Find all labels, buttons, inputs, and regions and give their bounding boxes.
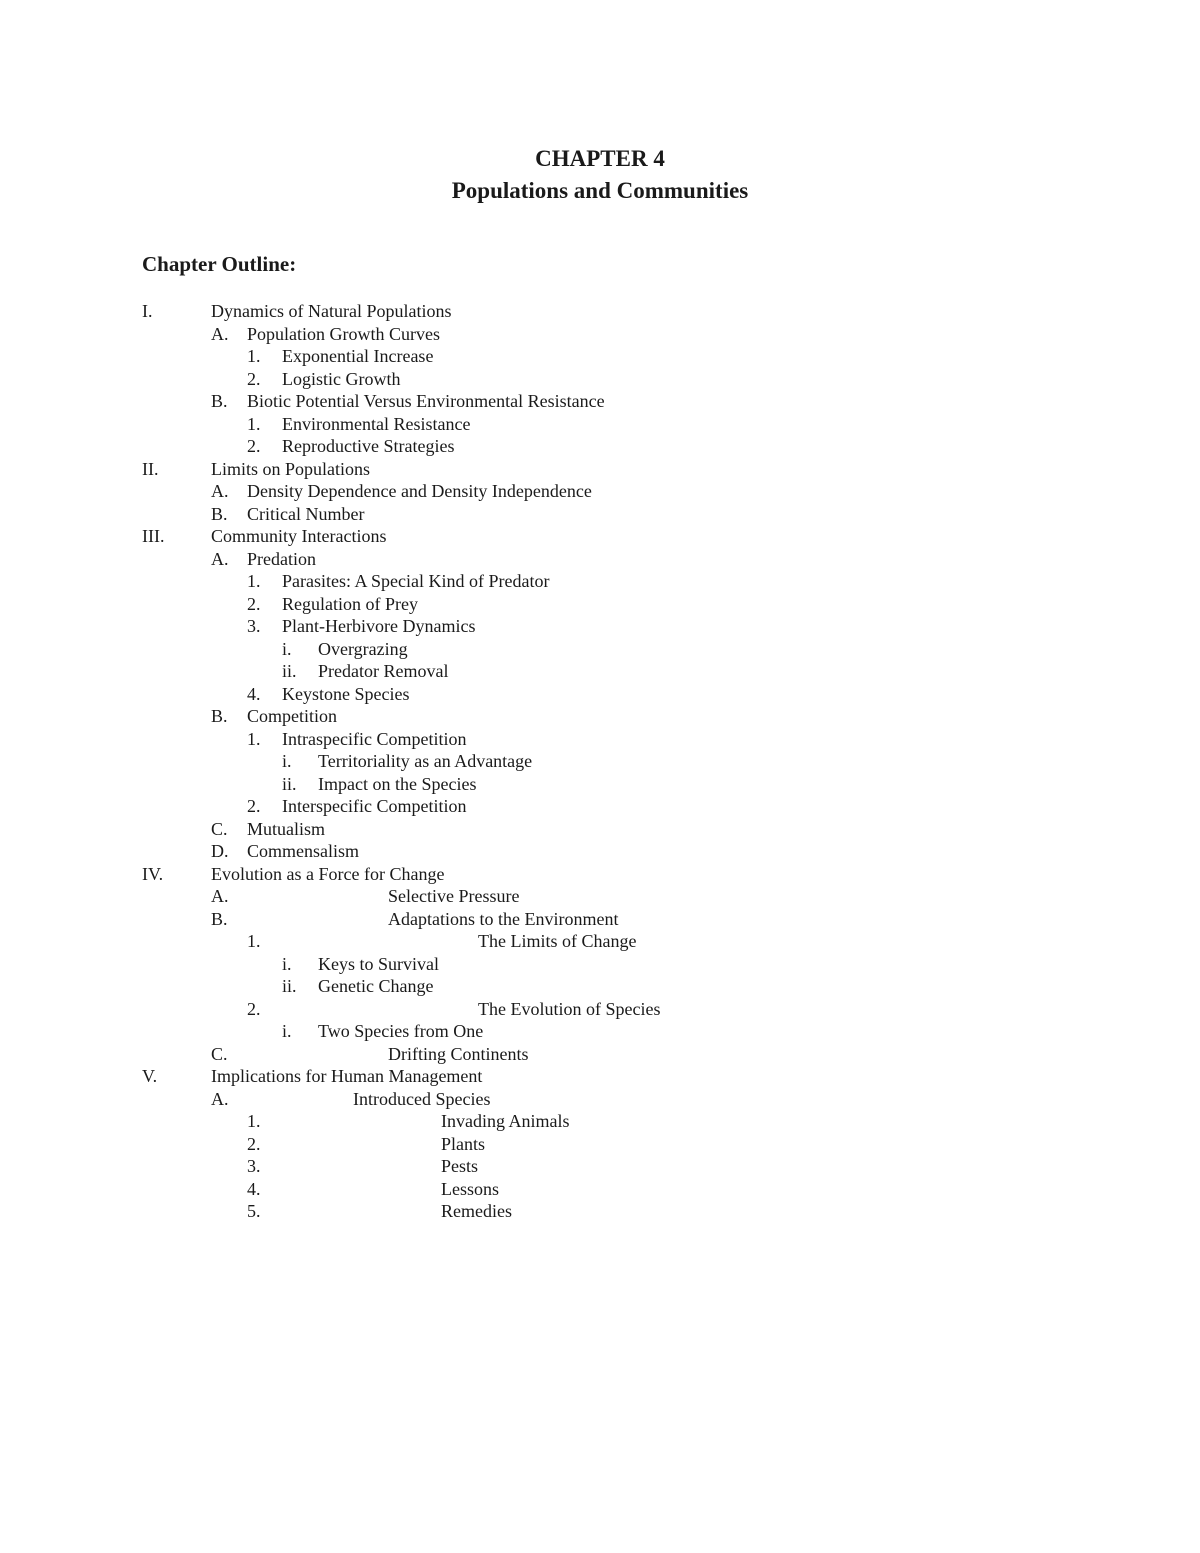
outline-item	[0, 975, 1200, 998]
outline-item	[0, 368, 1200, 391]
outline-item	[0, 930, 1200, 953]
outline-text: The Limits of Change	[478, 931, 637, 951]
outline-marker: A.	[211, 323, 229, 344]
outline-text: Commensalism	[247, 841, 359, 861]
outline-marker: B.	[211, 503, 228, 524]
outline-text: Predation	[247, 548, 316, 569]
outline-marker: 5.	[247, 1201, 261, 1221]
chapter-number: CHAPTER 4	[535, 146, 665, 171]
outline-marker: i.	[282, 953, 292, 974]
outline-text: Exponential Increase	[282, 346, 434, 366]
outline-item	[0, 548, 1200, 571]
outline-item	[0, 390, 1200, 413]
outline-text: Limits on Populations	[211, 458, 371, 479]
outline-text: Biotic Potential Versus Environmental Resistance	[247, 391, 605, 411]
outline-text: Logistic Growth	[282, 368, 401, 389]
outline-item	[0, 638, 1200, 661]
outline-item	[0, 953, 1200, 976]
outline-item	[0, 1043, 1200, 1066]
outline-heading: Chapter Outline:	[142, 252, 297, 276]
outline-marker: A.	[211, 548, 229, 569]
outline-marker: 3.	[247, 1156, 261, 1176]
outline-item	[0, 480, 1200, 503]
outline-item	[0, 908, 1200, 931]
outline-marker: 1.	[247, 346, 261, 366]
outline-text: Mutualism	[247, 818, 326, 839]
outline-marker: ii.	[282, 661, 297, 681]
outline-item	[0, 1065, 1200, 1088]
outline-item	[0, 323, 1200, 346]
outline-marker: V.	[142, 1066, 158, 1086]
outline-text: Plant-Herbivore Dynamics	[282, 616, 476, 636]
outline-item	[0, 728, 1200, 751]
outline-item	[0, 458, 1200, 481]
outline-item	[0, 503, 1200, 526]
outline-item	[0, 1020, 1200, 1043]
outline-item	[0, 1110, 1200, 1133]
outline-item	[0, 863, 1200, 886]
outline-item	[0, 795, 1200, 818]
outline-marker: D.	[211, 841, 229, 861]
outline-item	[0, 1200, 1200, 1223]
outline-item	[0, 525, 1200, 548]
outline-marker: C.	[211, 818, 228, 839]
outline-item	[0, 413, 1200, 436]
chapter-title: Populations and Communities	[451, 178, 749, 203]
outline-text: Territoriality as an Advantage	[318, 751, 533, 771]
outline-text: Implications for Human Management	[211, 1066, 483, 1086]
outline-text: Introduced Species	[353, 1088, 491, 1109]
outline-text: Regulation of Prey	[282, 593, 418, 614]
outline-item	[0, 593, 1200, 616]
outline-marker: i.	[282, 1021, 292, 1041]
outline-text: Invading Animals	[441, 1111, 570, 1131]
chapter-header	[0, 143, 1200, 207]
outline-marker: 2.	[247, 368, 261, 389]
outline-marker: II.	[142, 458, 159, 479]
outline-item	[0, 885, 1200, 908]
outline-item	[0, 435, 1200, 458]
outline-text: Adaptations to the Environment	[388, 908, 619, 929]
outline-item	[0, 840, 1200, 863]
outline-text: Impact on the Species	[318, 773, 477, 794]
outline-marker: 1.	[247, 413, 261, 434]
outline-item	[0, 660, 1200, 683]
outline-text: The Evolution of Species	[478, 998, 661, 1019]
outline-item	[0, 345, 1200, 368]
outline-marker: 1.	[247, 931, 261, 951]
outline-marker: 1.	[247, 571, 261, 591]
outline-marker: ii.	[282, 773, 297, 794]
outline-marker: A.	[211, 886, 229, 906]
outline-item	[0, 818, 1200, 841]
outline-marker: 2.	[247, 593, 261, 614]
outline-item	[0, 570, 1200, 593]
outline-text: Lessons	[441, 1178, 499, 1199]
outline-text: Drifting Continents	[388, 1043, 529, 1064]
outline-text: Environmental Resistance	[282, 413, 471, 434]
outline-marker: B.	[211, 706, 228, 726]
outline-text: Population Growth Curves	[247, 323, 440, 344]
outline-marker: III.	[142, 526, 165, 546]
outline-text: Pests	[441, 1156, 479, 1176]
outline-marker: 3.	[247, 616, 261, 636]
outline-text: Competition	[247, 706, 337, 726]
outline-marker: 2.	[247, 796, 261, 816]
outline-marker: B.	[211, 908, 228, 929]
outline-item	[0, 1088, 1200, 1111]
outline-marker: 4.	[247, 683, 261, 704]
outline-text: Plants	[441, 1133, 486, 1154]
outline-marker: 1.	[247, 728, 261, 749]
outline-text: Density Dependence and Density Independence	[247, 481, 592, 501]
outline-item	[0, 683, 1200, 706]
outline-text: Intraspecific Competition	[282, 728, 467, 749]
outline-text: Community Interactions	[211, 526, 387, 546]
outline-marker: IV.	[142, 863, 164, 884]
outline-marker: B.	[211, 391, 228, 411]
outline-text: Two Species from One	[318, 1021, 484, 1041]
outline-text: Parasites: A Special Kind of Predator	[282, 571, 550, 591]
outline-marker: 2.	[247, 998, 261, 1019]
outline-text: Selective Pressure	[388, 886, 520, 906]
outline-text: Remedies	[441, 1201, 512, 1221]
outline-text: Genetic Change	[318, 976, 434, 996]
outline-marker: ii.	[282, 976, 297, 996]
outline-marker: A.	[211, 481, 229, 501]
outline-text: Overgrazing	[318, 638, 408, 659]
outline-text: Evolution as a Force for Change	[211, 863, 445, 884]
outline-marker: C.	[211, 1043, 228, 1064]
outline-item	[0, 300, 1200, 323]
outline-marker: 4.	[247, 1178, 261, 1199]
outline-marker: i.	[282, 751, 292, 771]
outline-text: Reproductive Strategies	[282, 436, 455, 456]
outline-item	[0, 1155, 1200, 1178]
outline-text: Interspecific Competition	[282, 796, 467, 816]
outline-marker: 2.	[247, 1133, 261, 1154]
outline-text: Predator Removal	[318, 661, 449, 681]
chapter-outline	[0, 300, 1200, 1223]
outline-marker: 1.	[247, 1111, 261, 1131]
outline-marker: 2.	[247, 436, 261, 456]
outline-item	[0, 750, 1200, 773]
outline-item	[0, 773, 1200, 796]
outline-marker: i.	[282, 638, 292, 659]
outline-text: Critical Number	[247, 503, 365, 524]
outline-item	[0, 705, 1200, 728]
outline-text: Dynamics of Natural Populations	[211, 301, 452, 321]
outline-text: Keys to Survival	[318, 953, 439, 974]
outline-item	[0, 615, 1200, 638]
outline-text: Keystone Species	[282, 683, 410, 704]
outline-item	[0, 1178, 1200, 1201]
outline-marker: A.	[211, 1088, 229, 1109]
outline-item	[0, 1133, 1200, 1156]
outline-item	[0, 998, 1200, 1021]
outline-marker: I.	[142, 301, 153, 321]
